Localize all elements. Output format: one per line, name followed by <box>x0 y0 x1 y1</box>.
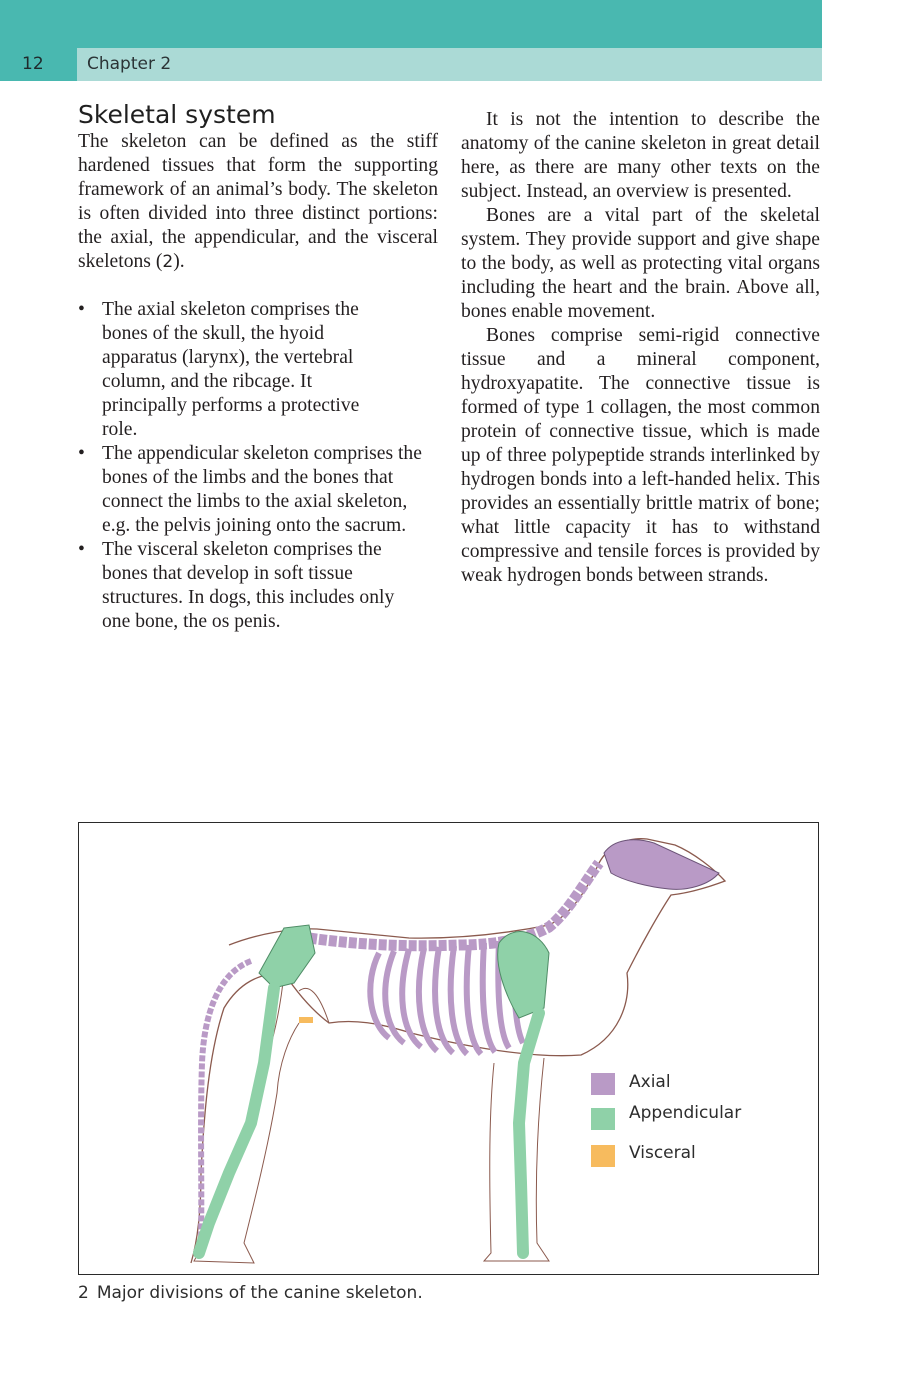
intro-text: The skeleton can be defined as the stiff hardened tissues that form the supporting framework of an animal’s body. The skeleton is often divided into three distinct portions: the axial, the appendicular, and the visceral skeletons ( <box>78 131 438 272</box>
figure-reference[interactable]: 2 <box>162 252 174 272</box>
caption-text: Major divisions of the canine skeleton. <box>96 1283 423 1303</box>
section-heading: Skeletal system <box>78 100 276 129</box>
bullet-text: The axial skeleton comprises the bones of the skull, the hyoid apparatus (larynx), the vertebral column, and the ribcage. It principally performs a protective role. <box>102 299 360 440</box>
intro-paragraph <box>78 130 438 274</box>
vertebral-column <box>309 863 599 946</box>
legend-label-axial: Axial <box>629 1072 671 1092</box>
legend-label-appendicular: Appendicular <box>629 1103 742 1123</box>
bullet-dot: • <box>78 299 85 320</box>
bullet-item-appendicular <box>78 442 438 538</box>
page-number: 12 <box>22 54 44 74</box>
left-column <box>78 100 438 634</box>
paragraph: It is not the intention to describe the anatomy of the canine skeleton in great detail here, as there are many other texts on the subject. Instead, an overview is presented. <box>461 109 820 202</box>
legend-swatch-visceral <box>591 1145 615 1167</box>
bullet-text: The visceral skeleton comprises the bones that develop in soft tissue structures. In dogs, this includes only one bone, the os penis. <box>102 539 395 632</box>
legend-swatch-axial <box>591 1073 615 1095</box>
scapula <box>498 932 549 1018</box>
skeleton-illustration <box>79 823 820 1276</box>
legend-swatch-appendicular <box>591 1108 615 1130</box>
pelvis <box>259 925 315 988</box>
bullet-dot: • <box>78 539 85 560</box>
caption-number: 2 <box>78 1283 89 1303</box>
skull <box>604 840 719 890</box>
header-top-band <box>0 0 822 48</box>
legend-label-visceral: Visceral <box>629 1143 696 1163</box>
intro-end: ). <box>173 251 185 272</box>
paragraph: Bones are a vital part of the skeletal system. They provide support and give shape to the body, as well as protecting vital organs including the heart and the brain. Above all, bones enable movement. <box>461 205 820 322</box>
bullet-item-visceral <box>78 538 402 634</box>
figure-caption <box>78 1282 423 1304</box>
paragraph: Bones comprise semi-rigid connective tissue and a mineral component, hydroxyapatite. The connective tissue is formed of type 1 collagen, the most common protein of connective tissue, which is made up of three polypeptide strands interlinked by hydrogen bonds into a left-handed helix. This provides an essentially brittle matrix of bone; what little capacity it has to withstand compressive and tensile forces is provided by weak hydrogen bonds between strands. <box>461 325 820 586</box>
bullet-list <box>78 298 438 634</box>
bullet-dot: • <box>78 443 85 464</box>
bullet-text: The appendicular skeleton comprises the bones of the limbs and the bones that connect the limbs to the axial skeleton, e.g. the pelvis joining onto the sacrum. <box>102 443 422 536</box>
right-column <box>461 108 820 588</box>
figure-canine-skeleton <box>78 822 819 1275</box>
os-penis <box>299 1017 313 1023</box>
hind-limb <box>199 988 274 1253</box>
tail-vertebrae <box>201 961 251 1243</box>
bullet-item-axial <box>78 298 377 442</box>
chapter-title: Chapter 2 <box>87 54 172 74</box>
